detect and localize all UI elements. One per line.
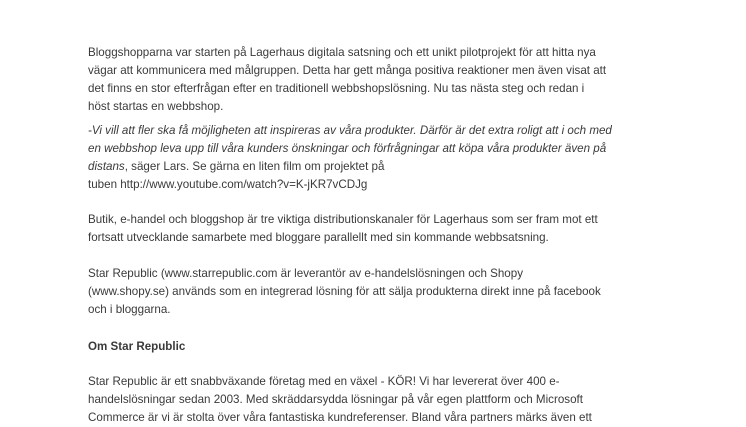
- text-line: Commerce är vi är stolta över våra fantastiska kundreferenser. Bland våra partners märks även ett: [88, 411, 592, 424]
- text-line: det finns en stor efterfrågan efter en traditionell webbshopslösning. Nu tas nästa steg och redan i: [88, 82, 585, 95]
- quote-line: -Vi vill att fler ska få möjligheten att inspireras av våra produkter. Därför är det extra roligt att i och med: [88, 124, 612, 137]
- youtube-link[interactable]: tuben http://www.youtube.com/watch?v=K-jKR7vCDJg: [88, 178, 368, 191]
- text-line: Star Republic (www.starrepublic.com är leverantör av e-handelslösningen och Shopy: [88, 267, 523, 280]
- quote-paragraph: [88, 122, 612, 194]
- channels-paragraph: [88, 211, 598, 247]
- text-line: (www.shopy.se) används som en integrerad lösning för att sälja produkterna direkt inne på facebook: [88, 285, 601, 298]
- text-line: höst startas en webbshop.: [88, 100, 224, 113]
- supplier-paragraph: [88, 265, 601, 319]
- quote-line-italic: distans: [88, 160, 125, 173]
- text-line: fortsatt utvecklande samarbete med bloggare parallellt med sin kommande webbsatsning.: [88, 231, 549, 244]
- text-line: och i bloggarna.: [88, 303, 171, 316]
- about-heading: Om Star Republic: [88, 340, 186, 353]
- quote-attribution: , säger Lars. Se gärna en liten film om projektet på: [124, 160, 385, 173]
- text-line: Star Republic är ett snabbväxande företag med en växel - KÖR! Vi har levererat över 400 e-: [88, 375, 560, 388]
- text-line: Bloggshopparna var starten på Lagerhaus digitala satsning och ett unikt pilotprojekt för att hitta nya: [88, 46, 596, 59]
- text-line: handelslösningar sedan 2003. Med skräddarsydda lösningar på vår egen plattform och Microsoft: [88, 393, 583, 406]
- text-line: vägar att kommunicera med målgruppen. Detta har gett många positiva reaktioner men även visat att: [88, 64, 607, 77]
- quote-line: en webbshop leva upp till våra kunders önskningar och förfrågningar att köpa våra produkter även på: [88, 142, 607, 155]
- text-line: Butik, e-handel och bloggshop är tre viktiga distributionskanaler för Lagerhaus som ser fram mot ett: [88, 213, 598, 226]
- intro-paragraph: [88, 44, 606, 116]
